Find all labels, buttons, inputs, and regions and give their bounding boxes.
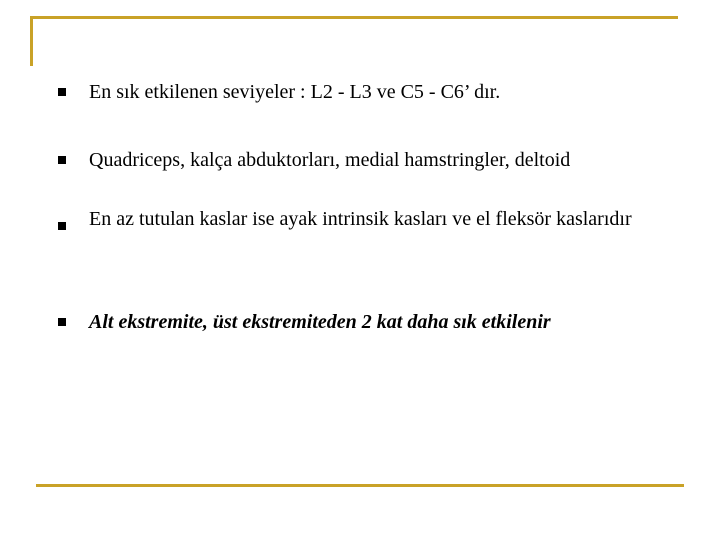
bottom-border-line — [36, 484, 684, 487]
square-bullet-icon — [58, 156, 66, 164]
top-border-line — [30, 16, 678, 19]
bullet-text-muscles-spared: En az tutulan kaslar ise ayak intrinsik kasları ve el fleksör kaslarıdır — [89, 208, 632, 230]
square-bullet-icon — [58, 318, 66, 326]
bullet-text-muscles-affected: Quadriceps, kalça abduktorları, medial hamstringler, deltoid — [89, 149, 571, 171]
bullet-text-extremity: Alt ekstremite, üst ekstremiteden 2 kat daha sık etkilenir — [89, 311, 551, 333]
square-bullet-icon — [58, 88, 66, 96]
bullet-text-levels: En sık etkilenen seviyeler : L2 - L3 ve C5 - C6’ dır. — [89, 81, 501, 103]
left-border-line — [30, 16, 33, 66]
square-bullet-icon — [58, 222, 66, 230]
